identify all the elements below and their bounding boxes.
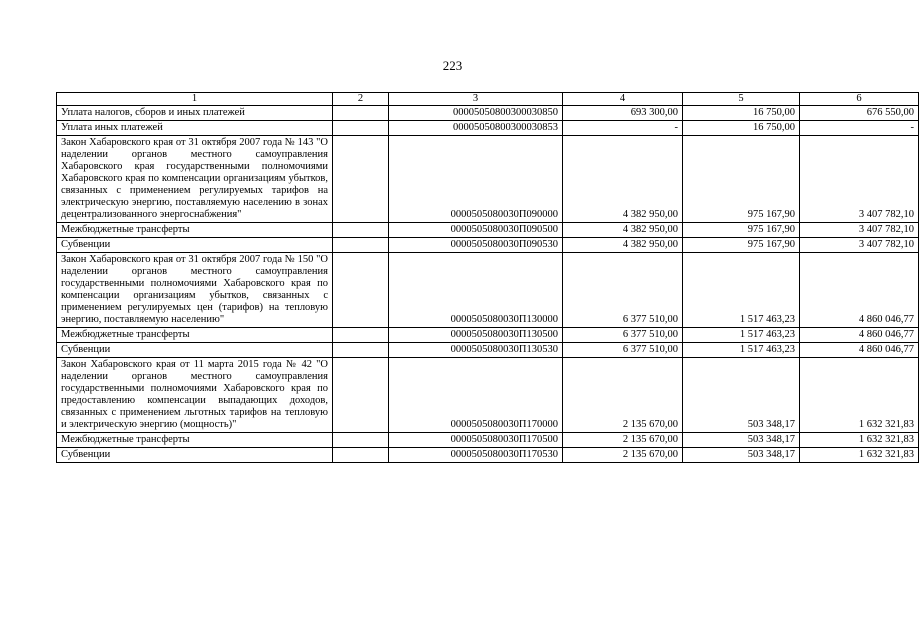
row-code: 0000505080030П170000 <box>389 358 563 433</box>
row-value-5: 975 167,90 <box>683 223 800 238</box>
row-name: Уплата иных платежей <box>57 121 333 136</box>
table-row <box>57 238 919 253</box>
row-col2 <box>333 328 389 343</box>
row-name: Закон Хабаровского края от 31 октября 2007 года № 143 "О наделении органов местного самоуправления Хабаровского края государственными полномочиями Хабаровского края по компенсации организациям убытков, связанных с применением регулируемых тарифов на электрическую энергию, поставляемую населению в зонах децентрализованного энергоснабжения" <box>57 136 333 223</box>
row-value-5: 1 517 463,23 <box>683 253 800 328</box>
row-value-6: - <box>800 121 919 136</box>
row-col2 <box>333 358 389 433</box>
table-row <box>57 433 919 448</box>
table-row <box>57 136 919 223</box>
row-value-6: 3 407 782,10 <box>800 223 919 238</box>
header-cell: 6 <box>800 93 919 106</box>
row-name: Субвенции <box>57 238 333 253</box>
row-code: 00005050800300030850 <box>389 106 563 121</box>
row-value-4: 6 377 510,00 <box>563 253 683 328</box>
row-value-5: 975 167,90 <box>683 136 800 223</box>
row-value-6: 1 632 321,83 <box>800 433 919 448</box>
row-value-4: 6 377 510,00 <box>563 328 683 343</box>
header-cell: 1 <box>57 93 333 106</box>
row-name: Межбюджетные трансферты <box>57 223 333 238</box>
header-cell: 2 <box>333 93 389 106</box>
row-value-4: 4 382 950,00 <box>563 223 683 238</box>
row-name: Закон Хабаровского края от 31 октября 2007 года № 150 "О наделении органов местного самоуправления государственными полномочиями Хабаровского края по компенсации организациям убытков, связанных с применением регулируемых цен (тарифов) на тепловую энергию, поставляемую населению" <box>57 253 333 328</box>
row-code: 0000505080030П170500 <box>389 433 563 448</box>
table-row <box>57 223 919 238</box>
row-col2 <box>333 253 389 328</box>
header-cell: 5 <box>683 93 800 106</box>
row-value-6: 3 407 782,10 <box>800 136 919 223</box>
table-header-row <box>57 93 919 106</box>
row-value-5: 1 517 463,23 <box>683 328 800 343</box>
row-code: 00005050800300030853 <box>389 121 563 136</box>
row-value-5: 1 517 463,23 <box>683 343 800 358</box>
table-row <box>57 343 919 358</box>
row-value-5: 503 348,17 <box>683 433 800 448</box>
row-value-6: 4 860 046,77 <box>800 253 919 328</box>
row-value-5: 503 348,17 <box>683 448 800 463</box>
row-col2 <box>333 136 389 223</box>
row-col2 <box>333 238 389 253</box>
row-code: 0000505080030П090000 <box>389 136 563 223</box>
budget-table <box>56 92 919 463</box>
row-value-4: 4 382 950,00 <box>563 238 683 253</box>
row-code: 0000505080030П090500 <box>389 223 563 238</box>
row-name: Закон Хабаровского края от 11 марта 2015 года № 42 "О наделении органов местного самоуправления государственными полномочиями Хабаровского края по предоставлению компенсации выпадающих доходов, связанных с применением льготных тарифов на тепловую и электрическую энергию (мощность)" <box>57 358 333 433</box>
row-code: 0000505080030П090530 <box>389 238 563 253</box>
row-col2 <box>333 223 389 238</box>
row-value-6: 1 632 321,83 <box>800 358 919 433</box>
header-cell: 4 <box>563 93 683 106</box>
row-name: Межбюджетные трансферты <box>57 433 333 448</box>
row-value-4: 4 382 950,00 <box>563 136 683 223</box>
row-name: Субвенции <box>57 448 333 463</box>
row-col2 <box>333 121 389 136</box>
row-value-4: 693 300,00 <box>563 106 683 121</box>
row-value-5: 975 167,90 <box>683 238 800 253</box>
row-value-4: 6 377 510,00 <box>563 343 683 358</box>
row-code: 0000505080030П170530 <box>389 448 563 463</box>
row-value-4: 2 135 670,00 <box>563 433 683 448</box>
row-col2 <box>333 448 389 463</box>
row-value-4: - <box>563 121 683 136</box>
table-row <box>57 328 919 343</box>
row-value-5: 16 750,00 <box>683 121 800 136</box>
header-cell: 3 <box>389 93 563 106</box>
table-row <box>57 253 919 328</box>
row-code: 0000505080030П130000 <box>389 253 563 328</box>
row-name: Уплата налогов, сборов и иных платежей <box>57 106 333 121</box>
table-row <box>57 358 919 433</box>
row-value-6: 3 407 782,10 <box>800 238 919 253</box>
row-value-6: 1 632 321,83 <box>800 448 919 463</box>
row-value-4: 2 135 670,00 <box>563 448 683 463</box>
row-code: 0000505080030П130530 <box>389 343 563 358</box>
table-row <box>57 106 919 121</box>
row-value-6: 676 550,00 <box>800 106 919 121</box>
row-value-5: 503 348,17 <box>683 358 800 433</box>
row-name: Субвенции <box>57 343 333 358</box>
row-value-5: 16 750,00 <box>683 106 800 121</box>
row-value-6: 4 860 046,77 <box>800 343 919 358</box>
row-name: Межбюджетные трансферты <box>57 328 333 343</box>
row-code: 0000505080030П130500 <box>389 328 563 343</box>
row-value-6: 4 860 046,77 <box>800 328 919 343</box>
row-value-4: 2 135 670,00 <box>563 358 683 433</box>
row-col2 <box>333 343 389 358</box>
page-number: 223 <box>442 58 463 73</box>
row-col2 <box>333 433 389 448</box>
table-row <box>57 448 919 463</box>
row-col2 <box>333 106 389 121</box>
table-row <box>57 121 919 136</box>
